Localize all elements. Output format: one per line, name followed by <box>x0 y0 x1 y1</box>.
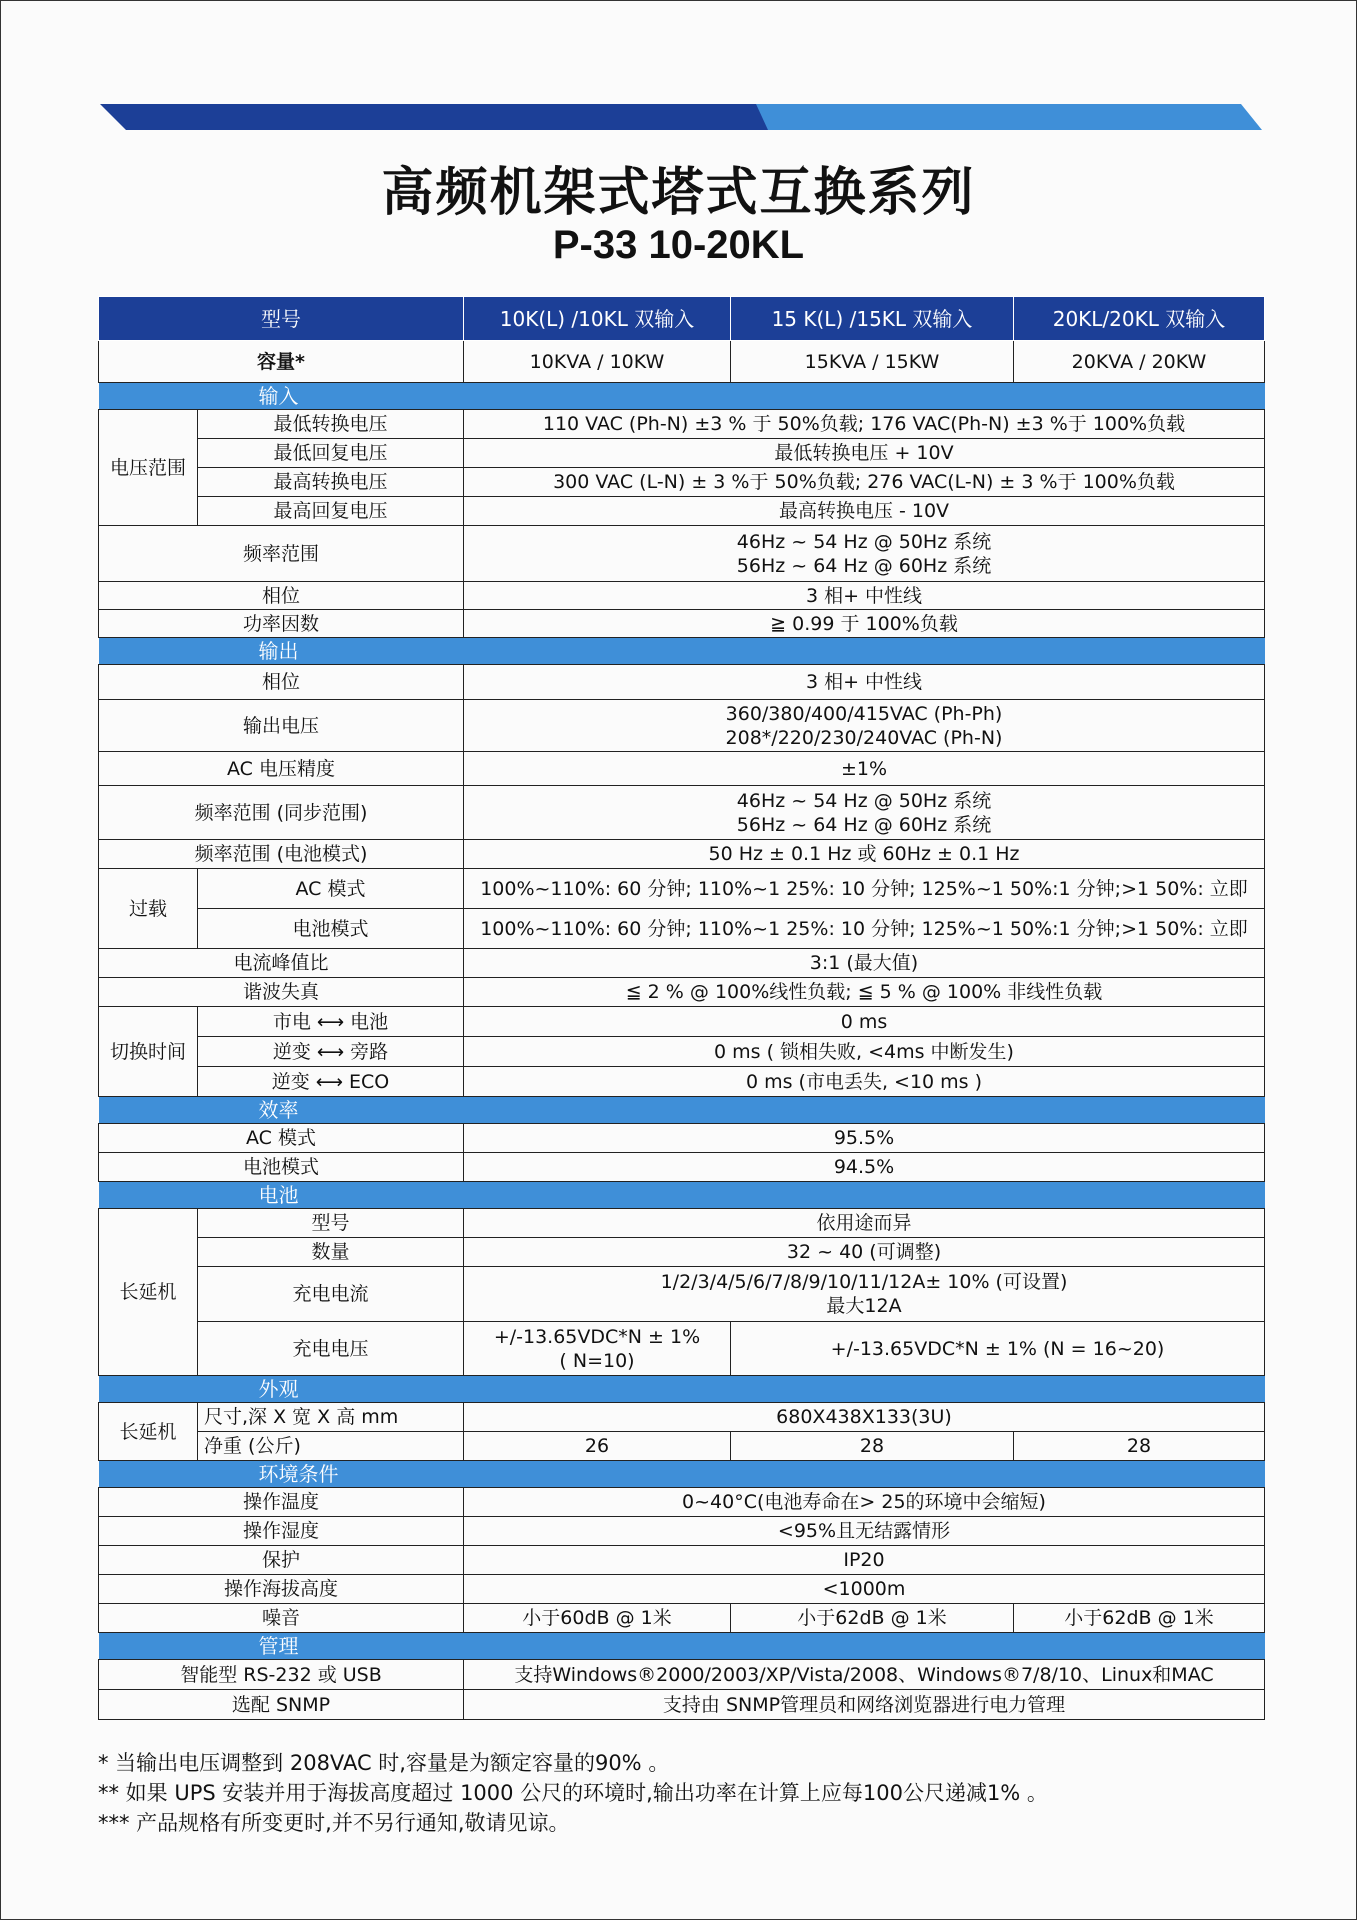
overload-group: 过载 <box>99 869 198 949</box>
row-value: 3:1 (最大值) <box>464 949 1265 978</box>
row-label: 谐波失真 <box>99 978 464 1007</box>
header-band-light <box>756 104 1262 130</box>
table-row <box>99 497 1265 526</box>
table-row <box>99 909 1265 949</box>
row-label: 频率范围 <box>99 526 464 582</box>
table-row <box>99 1604 1265 1633</box>
table-row <box>99 840 1265 869</box>
table-row <box>99 1432 1265 1461</box>
row-label: 尺寸,深 X 宽 X 高 mm <box>198 1403 464 1432</box>
footnote: *** 产品规格有所变更时,并不另行通知,敬请见谅。 <box>98 1811 570 1835</box>
value-line: ( N=10) <box>559 1349 635 1372</box>
row-value: 0 ms <box>464 1007 1265 1037</box>
row-value: <1000m <box>464 1575 1265 1604</box>
row-value: 3 相+ 中性线 <box>464 665 1265 700</box>
header-col-20k: 20KL/20KL 双输入 <box>1014 297 1265 341</box>
header-band-dark <box>100 104 768 130</box>
row-value: 依用途而异 <box>464 1209 1265 1238</box>
row-label: 数量 <box>198 1238 464 1267</box>
row-label: 最高回复电压 <box>198 497 464 526</box>
row-value: ±1% <box>464 752 1265 786</box>
value-line: 1/2/3/4/5/6/7/8/9/10/11/12A± 10% (可设置) <box>660 1271 1068 1293</box>
row-value: 28 <box>1014 1432 1265 1461</box>
row-value: 支持由 SNMP管理员和网络浏览器进行电力管理 <box>464 1690 1265 1720</box>
row-value <box>464 526 1265 582</box>
header-col-10k: 10K(L) /10KL 双输入 <box>464 297 731 341</box>
row-value: 28 <box>731 1432 1014 1461</box>
row-label: 智能型 RS-232 或 USB <box>99 1660 464 1690</box>
capacity-15k: 15KVA / 15KW <box>731 341 1014 383</box>
row-value: IP20 <box>464 1546 1265 1575</box>
table-row <box>99 665 1265 700</box>
row-label: 选配 SNMP <box>99 1690 464 1720</box>
row-value: 100%~110%: 60 分钟; 110%~1 25%: 10 分钟; 125%~1 50%:1 分钟;>1 50%: 立即 <box>464 869 1265 909</box>
row-value: 0 ms (市电丢失, <10 ms ) <box>464 1067 1265 1097</box>
row-value: +/-13.65VDC*N ± 1% (N = 16~20) <box>731 1322 1265 1376</box>
value-line: 最大12A <box>826 1295 902 1317</box>
row-label: 相位 <box>99 665 464 700</box>
row-value: 32 ~ 40 (可调整) <box>464 1238 1265 1267</box>
row-value: 300 VAC (L-N) ± 3 %于 50%负载; 276 VAC(L-N) ± 3 %于 100%负载 <box>464 468 1265 497</box>
transfer-time-group: 切换时间 <box>99 1007 198 1097</box>
row-value: 26 <box>464 1432 731 1461</box>
section-efficiency: 效率 <box>99 1097 1265 1124</box>
page-title: 高频机架式塔式互换系列 <box>381 163 976 223</box>
row-label: 输出电压 <box>99 700 464 752</box>
row-label: 频率范围 (同步范围) <box>99 786 464 840</box>
header-model-label: 型号 <box>99 297 464 341</box>
table-row <box>99 869 1265 909</box>
row-label: 充电电压 <box>198 1322 464 1376</box>
row-value: ≧ 0.99 于 100%负载 <box>464 610 1265 638</box>
table-row <box>99 1690 1265 1720</box>
table-row <box>99 1575 1265 1604</box>
value-line: 56Hz ~ 64 Hz @ 60Hz 系统 <box>736 813 992 836</box>
row-label: 操作温度 <box>99 1488 464 1517</box>
row-label: 净重 (公斤) <box>198 1432 464 1461</box>
row-value <box>464 700 1265 752</box>
table-row <box>99 949 1265 978</box>
row-value: 最高转换电压 - 10V <box>464 497 1265 526</box>
table-row <box>99 1660 1265 1690</box>
table-row <box>99 1153 1265 1182</box>
table-row <box>99 439 1265 468</box>
physical-group: 长延机 <box>99 1403 198 1461</box>
table-row <box>99 468 1265 497</box>
value-line: 46Hz ~ 54 Hz @ 50Hz 系统 <box>736 789 992 812</box>
table-row <box>99 526 1265 582</box>
table-row <box>99 1546 1265 1575</box>
table-row <box>99 752 1265 786</box>
table-row <box>99 700 1265 752</box>
table-row <box>99 410 1265 439</box>
row-value <box>464 786 1265 840</box>
footnote: ** 如果 UPS 安装并用于海拔高度超过 1000 公尺的环境时,输出功率在计算上应每100公尺递减1% 。 <box>98 1781 1048 1805</box>
row-value: 680X438X133(3U) <box>464 1403 1265 1432</box>
header-col-15k: 15 K(L) /15KL 双输入 <box>731 297 1014 341</box>
row-label: 电流峰值比 <box>99 949 464 978</box>
table-row <box>99 1007 1265 1037</box>
row-value: 3 相+ 中性线 <box>464 582 1265 610</box>
row-label: 电池模式 <box>99 1153 464 1182</box>
row-label: 保护 <box>99 1546 464 1575</box>
table-row <box>99 582 1265 610</box>
table-row <box>99 786 1265 840</box>
value-line: 208*/220/230/240VAC (Ph-N) <box>725 726 1003 749</box>
table-row <box>99 1267 1265 1322</box>
row-label: 操作湿度 <box>99 1517 464 1546</box>
row-label: 操作海拔高度 <box>99 1575 464 1604</box>
row-label: 噪音 <box>99 1604 464 1633</box>
section-physical: 外观 <box>99 1376 1265 1403</box>
table-row <box>99 1322 1265 1376</box>
row-label: AC 模式 <box>99 1124 464 1153</box>
table-row <box>99 1124 1265 1153</box>
section-management: 管理 <box>99 1633 1265 1660</box>
table-row <box>99 1037 1265 1067</box>
footnotes <box>98 1748 1048 1838</box>
row-value: <95%且无结露情形 <box>464 1517 1265 1546</box>
row-label: 电池模式 <box>198 909 464 949</box>
row-value: 0 ms ( 锁相失败, <4ms 中断发生) <box>464 1037 1265 1067</box>
section-battery: 电池 <box>99 1182 1265 1209</box>
row-value: 50 Hz ± 0.1 Hz 或 60Hz ± 0.1 Hz <box>464 840 1265 869</box>
row-label: 逆变 ⟷ 旁路 <box>198 1037 464 1067</box>
table-row <box>99 1517 1265 1546</box>
value-line: +/-13.65VDC*N ± 1% <box>493 1325 701 1348</box>
long-run-group: 长延机 <box>99 1209 198 1376</box>
table-row <box>99 1238 1265 1267</box>
row-label: 功率因数 <box>99 610 464 638</box>
row-label: 市电 ⟷ 电池 <box>198 1007 464 1037</box>
table-row <box>99 610 1265 638</box>
row-label: 充电电流 <box>198 1267 464 1322</box>
table-row <box>99 341 1265 383</box>
value-line: 56Hz ~ 64 Hz @ 60Hz 系统 <box>736 554 992 577</box>
row-value: ≦ 2 % @ 100%线性负载; ≦ 5 % @ 100% 非线性负载 <box>464 978 1265 1007</box>
row-value: 最低转换电压 + 10V <box>464 439 1265 468</box>
row-label: 最高转换电压 <box>198 468 464 497</box>
row-label: 型号 <box>198 1209 464 1238</box>
section-environment: 环境条件 <box>99 1461 1265 1488</box>
spec-table <box>98 296 1265 1720</box>
row-label: 频率范围 (电池模式) <box>99 840 464 869</box>
table-header-row <box>99 297 1265 341</box>
row-label: 最低转换电压 <box>198 410 464 439</box>
row-label: 最低回复电压 <box>198 439 464 468</box>
row-label: AC 模式 <box>198 869 464 909</box>
row-value: 小于62dB @ 1米 <box>1014 1604 1265 1633</box>
row-label: 相位 <box>99 582 464 610</box>
row-value: 95.5% <box>464 1124 1265 1153</box>
section-input: 输入 <box>99 383 1265 410</box>
row-value: 110 VAC (Ph-N) ±3 % 于 50%负载; 176 VAC(Ph-N) ±3 %于 100%负载 <box>464 410 1265 439</box>
table-row <box>99 1403 1265 1432</box>
row-value: 100%~110%: 60 分钟; 110%~1 25%: 10 分钟; 125%~1 50%:1 分钟;>1 50%: 立即 <box>464 909 1265 949</box>
value-line: 46Hz ~ 54 Hz @ 50Hz 系统 <box>736 530 992 553</box>
row-value <box>464 1322 731 1376</box>
row-value <box>464 1267 1265 1322</box>
footnote: * 当输出电压调整到 208VAC 时,容量是为额定容量的90% 。 <box>98 1751 670 1775</box>
section-output: 输出 <box>99 638 1265 665</box>
row-value: 小于60dB @ 1米 <box>464 1604 731 1633</box>
row-label: 逆变 ⟷ ECO <box>198 1067 464 1097</box>
capacity-label: 容量* <box>99 341 464 383</box>
table-row <box>99 1488 1265 1517</box>
capacity-20k: 20KVA / 20KW <box>1014 341 1265 383</box>
table-row <box>99 978 1265 1007</box>
voltage-range-group: 电压范围 <box>99 410 198 526</box>
row-value: 支持Windows®2000/2003/XP/Vista/2008、Windows®7/8/10、Linux和MAC <box>464 1660 1265 1690</box>
capacity-10k: 10KVA / 10KW <box>464 341 731 383</box>
row-value: 小于62dB @ 1米 <box>731 1604 1014 1633</box>
table-row <box>99 1209 1265 1238</box>
value-line: 360/380/400/415VAC (Ph-Ph) <box>725 702 1003 725</box>
page-subtitle: P-33 10-20KL <box>552 223 805 267</box>
row-value: 94.5% <box>464 1153 1265 1182</box>
row-value: 0~40°C(电池寿命在> 25的环境中会缩短) <box>464 1488 1265 1517</box>
row-label: AC 电压精度 <box>99 752 464 786</box>
table-row <box>99 1067 1265 1097</box>
